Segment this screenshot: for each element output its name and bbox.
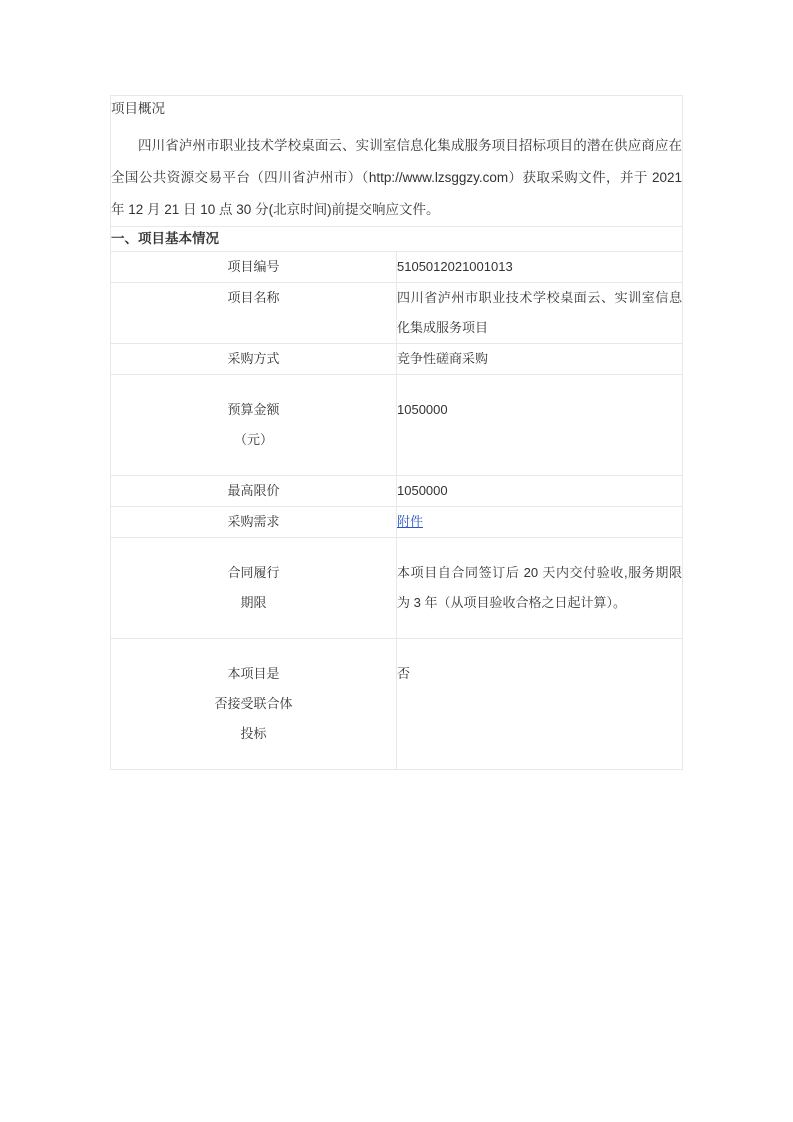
field-value-procurement-requirement [397,507,683,538]
field-label-contract-period-line2: 期限 [240,595,267,610]
table-row [111,252,683,283]
attachment-link[interactable]: 附件 [397,514,424,529]
field-label-budget-amount [111,375,397,476]
field-label-project-name: 项目名称 [111,283,397,344]
overview-cell [111,96,683,227]
field-value-budget-amount: 1050000 [397,375,683,476]
field-value-project-number: 5105012021001013 [397,252,683,283]
overview-row [111,96,683,227]
table-row [111,344,683,375]
field-label-consortium-bid-line3: 投标 [240,726,267,741]
field-label-max-price: 最高限价 [111,476,397,507]
field-value-procurement-method: 竞争性磋商采购 [397,344,683,375]
project-info-table [110,95,683,770]
field-value-contract-period: 本项目自合同签订后 20 天内交付验收,服务期限为 3 年（从项目验收合格之日起计算）。 [397,538,683,639]
table-row [111,639,683,770]
field-label-procurement-method: 采购方式 [111,344,397,375]
overview-heading: 项目概况 [111,101,165,116]
field-label-procurement-requirement: 采购需求 [111,507,397,538]
overview-paragraph: 四川省泸州市职业技术学校桌面云、实训室信息化集成服务项目招标项目的潜在供应商应在全国公共资源交易平台（四川省泸州市）（http://www.lzsggzy.com）获取采购文件，并于 2021 年 12 月 21 日 10 点 30 分(北京时间)前提交响应文件。 [111,138,682,217]
section-heading-row [111,227,683,252]
field-label-consortium-bid-line2: 否接受联合体 [214,696,293,711]
field-value-project-name: 四川省泸州市职业技术学校桌面云、实训室信息化集成服务项目 [397,283,683,344]
field-label-consortium-bid [111,639,397,770]
field-label-contract-period [111,538,397,639]
table-row [111,283,683,344]
table-row [111,507,683,538]
field-label-budget-amount-line1: 预算金额 [227,402,280,417]
field-label-project-number: 项目编号 [111,252,397,283]
table-row [111,538,683,639]
field-label-consortium-bid-line1: 本项目是 [227,666,280,681]
section-heading-cell [111,227,683,252]
field-value-max-price: 1050000 [397,476,683,507]
field-label-budget-amount-line2: （元） [233,432,273,447]
field-value-consortium-bid: 否 [397,639,683,770]
section-title: 一、项目基本情况 [111,231,219,246]
field-label-contract-period-line1: 合同履行 [227,565,280,580]
table-row [111,476,683,507]
table-row [111,375,683,476]
